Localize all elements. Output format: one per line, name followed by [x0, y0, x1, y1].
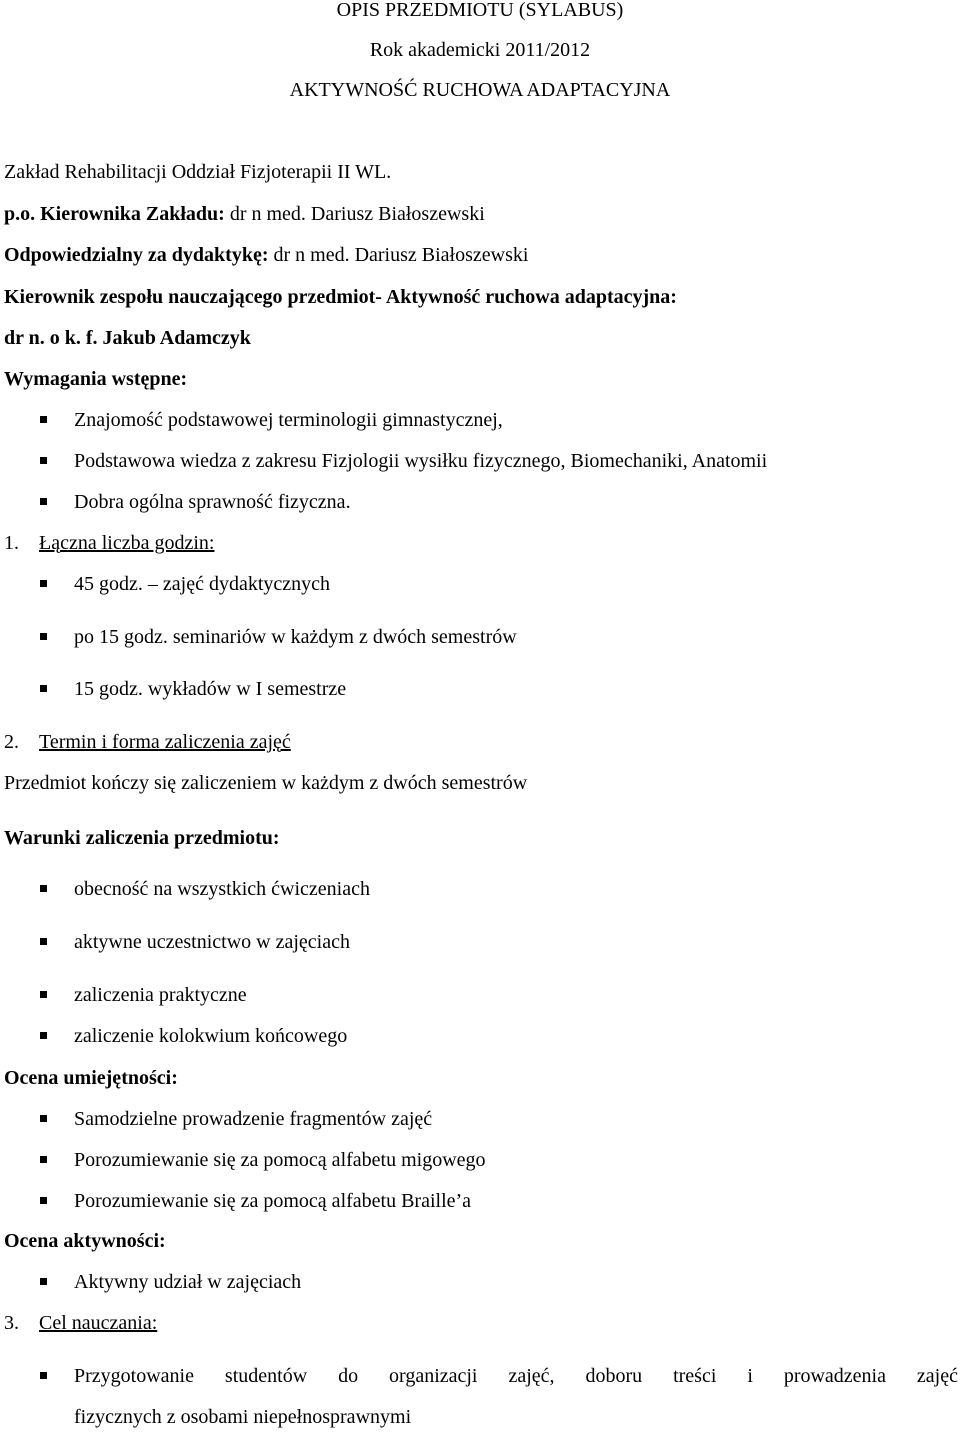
bullet-icon	[40, 991, 47, 998]
bullet-icon	[40, 416, 47, 423]
course-name: AKTYWNOŚĆ RUCHOWA ADAPTACYJNA	[289, 79, 671, 101]
bullet-icon	[40, 580, 47, 587]
bullet-icon	[40, 1032, 47, 1039]
skills-heading: Ocena umiejętności:	[4, 1067, 178, 1089]
bullet-icon	[40, 498, 47, 505]
bullet-icon	[40, 1156, 47, 1163]
bullet-icon	[40, 1197, 47, 1204]
department: Zakład Rehabilitacji Oddział Fizjoterapii II WL.	[4, 161, 392, 183]
head-of-department	[4, 202, 485, 226]
section-2-heading	[4, 730, 291, 754]
goal-line-1: Przygotowanie studentów do organizacji zajęć, doboru treści i prowadzenia zajęć	[74, 1365, 958, 1387]
teaching-value: dr n med. Dariusz Białoszewski	[268, 244, 529, 266]
section-number: 2.	[4, 731, 19, 753]
academic-year: Rok akademicki 2011/2012	[369, 39, 591, 61]
head-label: p.o. Kierownika Zakładu:	[4, 203, 225, 225]
section-3-heading	[4, 1311, 158, 1335]
bullet-icon	[40, 1115, 47, 1122]
bullet-icon	[40, 633, 47, 640]
completion-text: Przedmiot kończy się zaliczeniem w każdym z dwóch semestrów	[4, 772, 528, 794]
bullet-icon	[40, 1278, 47, 1285]
section-number: 1.	[4, 532, 19, 554]
section-1-heading	[4, 531, 215, 555]
bullet-icon	[40, 938, 47, 945]
bullet-icon	[40, 885, 47, 892]
section-number: 3.	[4, 1312, 19, 1334]
section-title: Cel nauczania:	[39, 1312, 158, 1334]
team-leader-name: dr n. o k. f. Jakub Adamczyk	[4, 327, 251, 349]
section-title: Termin i forma zaliczenia zajęć	[39, 731, 291, 753]
goal-line-2: fizycznych z osobami niepełnosprawnymi	[74, 1406, 412, 1428]
teaching-responsible	[4, 243, 528, 267]
document-title: OPIS PRZEDMIOTU (SYLABUS)	[336, 0, 624, 21]
bullet-icon	[40, 1372, 47, 1379]
conditions-heading: Warunki zaliczenia przedmiotu:	[4, 827, 280, 849]
bullet-icon	[40, 685, 47, 692]
section-title: Łączna liczba godzin:	[39, 532, 215, 554]
prerequisites-heading: Wymagania wstępne:	[4, 368, 188, 390]
head-value: dr n med. Dariusz Białoszewski	[224, 203, 485, 225]
teaching-label: Odpowiedzialny za dydaktykę:	[4, 244, 269, 266]
team-leader-label: Kierownik zespołu nauczającego przedmiot- Aktywność ruchowa adaptacyjna:	[4, 286, 677, 308]
bullet-icon	[40, 457, 47, 464]
activity-heading: Ocena aktywności:	[4, 1230, 166, 1252]
